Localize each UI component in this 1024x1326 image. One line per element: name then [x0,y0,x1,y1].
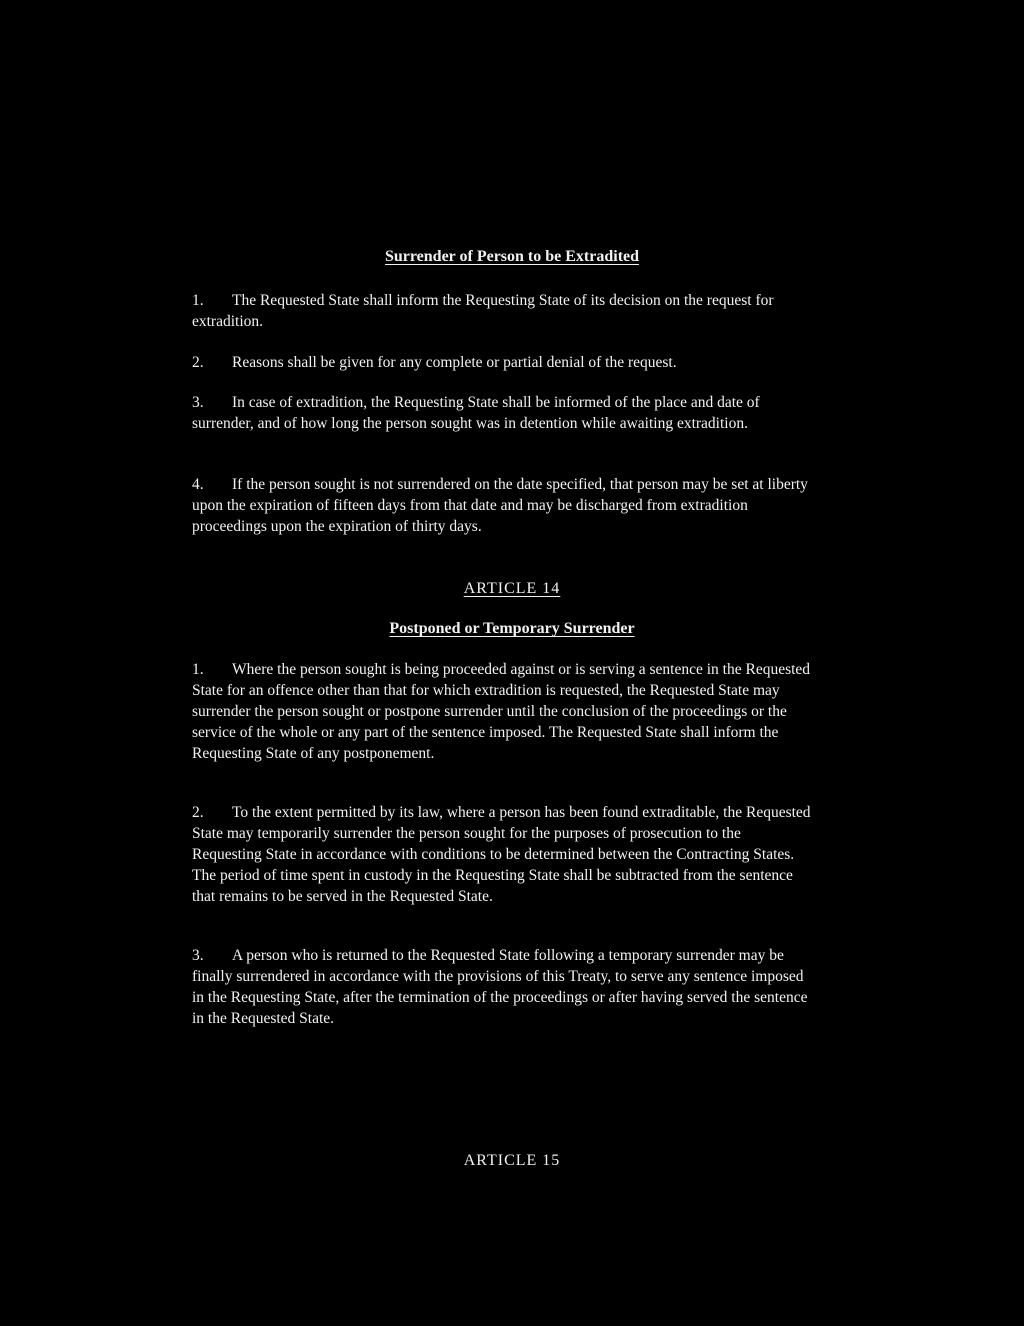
paragraph-number: 4. [192,476,204,493]
paragraph-text: Where the person sought is being proceeded against or is serving a sentence in the Requested State for an offence other than that for which extradition is requested, the Requested State may surrender the person sought or postpone surrender until the conclusion of the proceedings or the service of the whole or any part of the sentence imposed. The Requested State shall inform the Requesting State of any postponement. [192,661,811,762]
paragraph-postponed-3 [192,945,814,1029]
paragraph-surrender-3 [192,392,814,434]
paragraph-number: 3. [192,947,204,964]
article-15-label: ARTICLE 15 [463,1152,561,1169]
paragraph-number: 3. [192,394,204,411]
section-title-surrender: Surrender of Person to be Extradited [384,248,640,265]
paragraph-surrender-4 [192,474,814,537]
article-14-label: ARTICLE 14 [463,580,561,597]
paragraph-text: The Requested State shall inform the Requesting State of its decision on the request for extradition. [192,292,774,330]
paragraph-text: To the extent permitted by its law, where a person has been found extraditable, the Requested State may temporarily surrender the person sought for the purposes of prosecution to the Requesting State in accordance with conditions to be determined between the Contracting States. The period of time spent in custody in the Requesting State shall be subtracted from the sentence that remains to be served in the Requested State. [192,804,811,905]
paragraph-number: 2. [192,354,204,371]
paragraph-postponed-2 [192,802,814,907]
paragraph-text: Reasons shall be given for any complete or partial denial of the request. [232,354,677,371]
paragraph-number: 2. [192,804,204,821]
paragraph-number: 1. [192,292,204,309]
paragraph-surrender-1 [192,290,814,332]
paragraph-postponed-1 [192,659,814,764]
paragraph-surrender-2 [192,352,814,373]
paragraph-text: In case of extradition, the Requesting State shall be informed of the place and date of surrender, and of how long the person sought was in detention while awaiting extradition. [192,394,760,432]
paragraph-number: 1. [192,661,204,678]
section-title-postponed: Postponed or Temporary Surrender [389,620,635,637]
paragraph-text: A person who is returned to the Requested State following a temporary surrender may be finally surrendered in accordance with the provisions of this Treaty, to serve any sentence imposed in the Requesting State, after the termination of the proceedings or after having served the sentence in the Requested State. [192,947,808,1027]
paragraph-text: If the person sought is not surrendered on the date specified, that person may be set at liberty upon the expiration of fifteen days from that date and may be discharged from extradition proceedings upon the expiration of thirty days. [192,476,808,535]
